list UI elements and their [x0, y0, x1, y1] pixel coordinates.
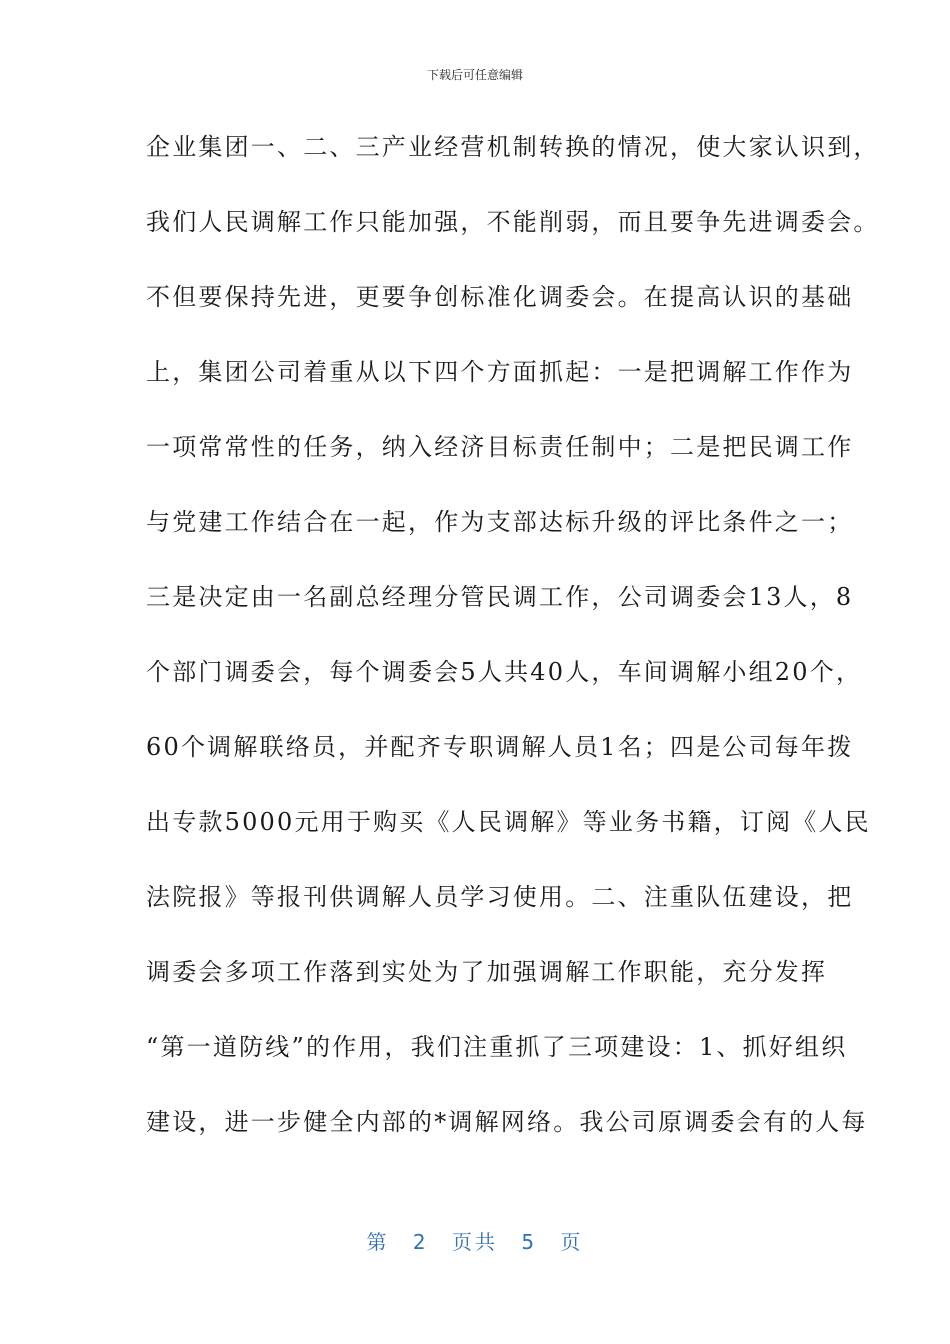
document-body: [146, 121, 880, 1171]
body-line: 我们人民调解工作只能加强，不能削弱，而且要争先进调委会。: [146, 208, 880, 236]
body-line: “第一道防线”的作用，我们注重抓了三项建设：1、抓好组织: [146, 1033, 848, 1061]
body-line: 与党建工作结合在一起，作为支部达标升级的评比条件之一；: [146, 508, 854, 536]
body-line: 调委会多项工作落到实处为了加强调解工作职能，充分发挥: [146, 958, 828, 986]
body-line: 一项常常性的任务，纳入经济目标责任制中；二是把民调工作: [146, 433, 854, 461]
page-header: 下载后可任意编辑: [426, 68, 523, 82]
body-line: 个部门调委会，每个调委会5人共40人，车间调解小组20个，: [146, 658, 863, 686]
body-line: 出专款5000元用于购买《人民调解》等业务书籍，订阅《人民: [146, 808, 871, 836]
body-line: 建设，进一步健全内部的*调解网络。我公司原调委会有的人每: [146, 1108, 868, 1136]
body-line: 上，集团公司着重从以下四个方面抓起：一是把调解工作作为: [146, 358, 854, 386]
page-number-footer: 第 2 页共 5 页: [366, 1230, 584, 1254]
body-line: 法院报》等报刊供调解人员学习使用。二、注重队伍建设，把: [146, 883, 854, 911]
body-line: 60个调解联络员，并配齐专职调解人员1名；四是公司每年拨: [146, 733, 854, 761]
body-line: 不但要保持先进，更要争创标准化调委会。在提高认识的基础: [146, 283, 854, 311]
body-line: 企业集团一、二、三产业经营机制转换的情况，使大家认识到，: [146, 133, 880, 161]
body-line: 三是决定由一名副总经理分管民调工作，公司调委会13人，8: [146, 583, 854, 611]
